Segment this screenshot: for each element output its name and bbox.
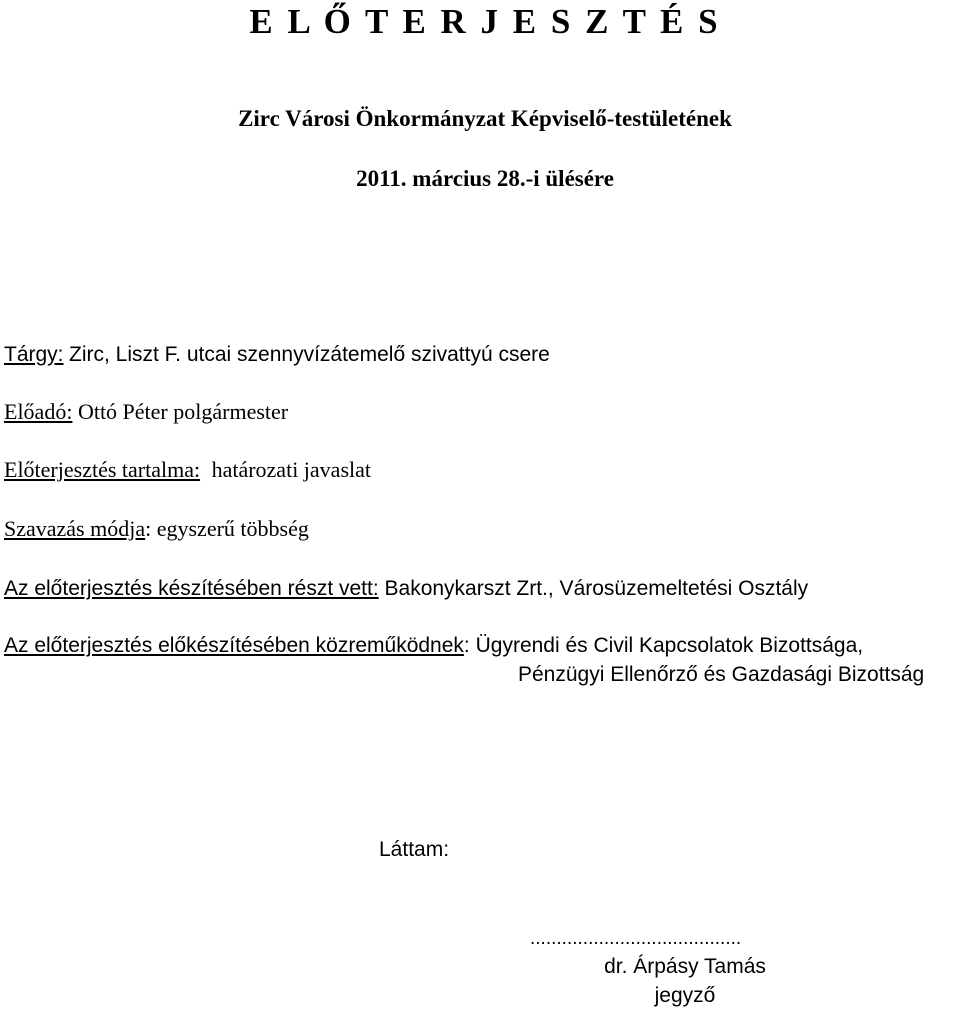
presenter-label: Előadó: bbox=[4, 399, 73, 424]
signer-name: dr. Árpásy Tamás bbox=[604, 955, 766, 978]
contrib-label: Az előterjesztés előkészítésében közreműködnek bbox=[4, 634, 464, 657]
document-title: E L Ő T E R J E S Z T É S bbox=[249, 2, 721, 41]
signer-title: jegyző bbox=[654, 984, 716, 1007]
addressee: Zirc Városi Önkormányzat Képviselő-testületének bbox=[238, 106, 732, 131]
presenter-line bbox=[4, 398, 288, 426]
voting-colon: : bbox=[145, 516, 152, 541]
subject-value: Zirc, Liszt F. utcai szennyvízátemelő szivattyú csere bbox=[69, 343, 550, 366]
signature-line: ........................................ bbox=[530, 928, 742, 949]
prepared-value: Bakonykarszt Zrt., Városüzemeltetési Osztály bbox=[384, 577, 809, 600]
voting-label: Szavazás módja bbox=[4, 516, 146, 541]
seen-label: Láttam: bbox=[379, 838, 450, 861]
session-date: 2011. március 28.-i ülésére bbox=[356, 166, 614, 191]
content-value: határozati javaslat bbox=[211, 457, 371, 482]
contrib-value-2: Pénzügyi Ellenőrző és Gazdasági Bizottság bbox=[518, 663, 925, 686]
voting-line bbox=[4, 515, 309, 543]
contrib-line bbox=[4, 632, 863, 660]
content-line bbox=[4, 456, 371, 484]
prepared-label: Az előterjesztés készítésében részt vett: bbox=[4, 577, 379, 600]
subject-label: Tárgy: bbox=[4, 343, 64, 366]
contrib-value-1: Ügyrendi és Civil Kapcsolatok Bizottsága, bbox=[475, 634, 864, 657]
voting-value: egyszerű többség bbox=[156, 516, 309, 541]
presenter-value: Ottó Péter polgármester bbox=[77, 399, 289, 424]
subject-line bbox=[4, 340, 550, 369]
prepared-line bbox=[4, 575, 808, 603]
contrib-colon: : bbox=[463, 634, 470, 657]
content-label: Előterjesztés tartalma: bbox=[4, 457, 201, 482]
